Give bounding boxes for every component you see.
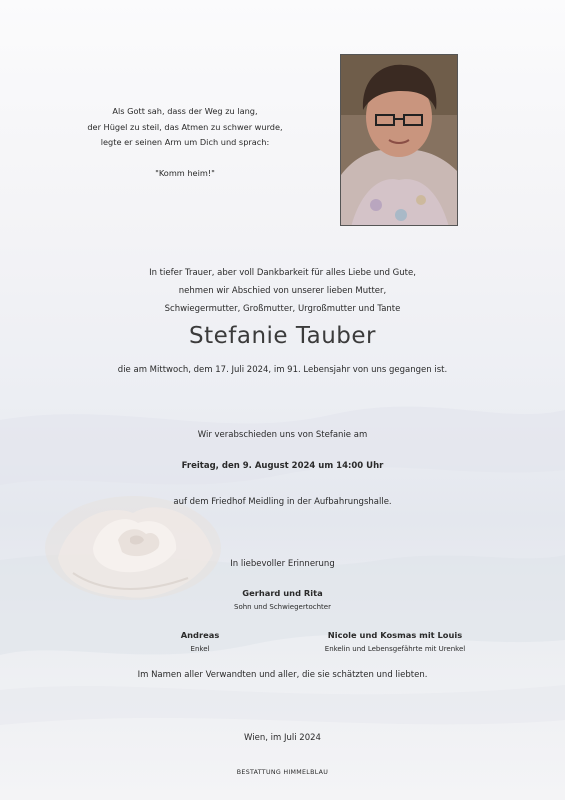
mourner-entry [160,630,240,653]
all-relatives-line: Im Namen aller Verwandten und aller, die sie schätzten und liebten. [137,670,428,680]
poem-line: legte er seinen Arm um Dich und sprach: [100,137,270,147]
memory-heading: In liebevoller Erinnerung [230,559,335,569]
deceased-name: Stefanie Tauber [188,323,376,349]
intro-line: In tiefer Trauer, aber voll Dankbarkeit für alles Liebe und Gute, [149,268,416,278]
mourner-name: Nicole und Kosmas mit Louis [327,630,463,640]
death-notice: die am Mittwoch, dem 17. Juli 2024, im 91. Lebensjahr von uns gegangen ist. [117,365,448,375]
mourner-name: Gerhard und Rita [242,588,323,598]
funeral-place: auf dem Friedhof Meidling in der Aufbahrungshalle. [173,497,392,507]
farewell-line: Wir verabschieden uns von Stefanie am [197,430,368,440]
mourner-name: Andreas [180,630,220,640]
poem [60,104,310,181]
poem-line: der Hügel zu steil, das Atmen zu schwer wurde, [87,121,283,132]
mourner-role: Enkel [190,645,210,653]
intro-line: Schwiegermutter, Großmutter, Urgroßmutter und Tante [164,304,401,314]
portrait-photo [340,54,458,226]
funeral-date: Freitag, den 9. August 2024 um 14:00 Uhr [181,461,384,471]
mourner-entry [300,630,490,653]
mourner-role: Enkelin und Lebensgefährte mit Urenkel [324,645,466,653]
poem-quote: "Komm heim!" [155,167,215,178]
intro-text [0,264,565,318]
mourner-entry [0,588,565,611]
city-date: Wien, im Juli 2024 [244,733,321,743]
poem-line: Als Gott sah, dass der Weg zu lang, [112,106,258,116]
intro-line: nehmen wir Abschied von unserer lieben Mutter, [178,286,387,296]
mourner-role: Sohn und Schwiegertochter [234,603,331,611]
undertaker-name: BESTATTUNG HIMMELBLAU [236,769,329,776]
